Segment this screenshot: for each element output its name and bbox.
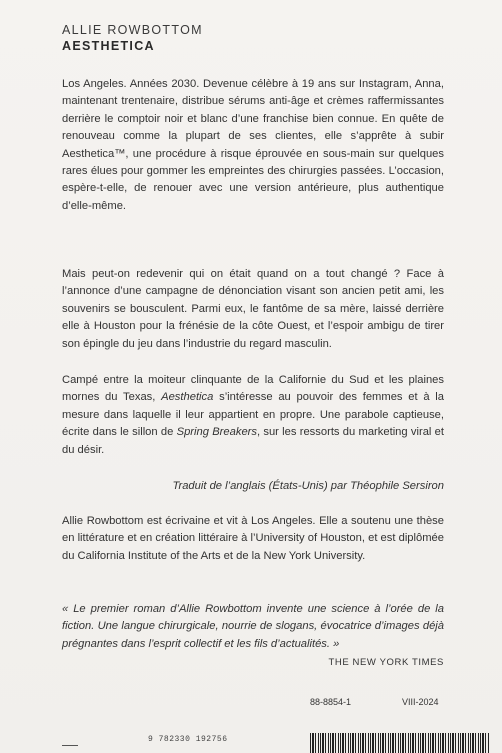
translator-name: Théophile Sersiron <box>350 480 444 492</box>
translator-credit <box>62 478 444 495</box>
catalog-code: 88-8854-1 <box>310 697 352 707</box>
synopsis-paragraph-3 <box>62 372 444 459</box>
edition-date-code: VIII-2024 <box>402 697 439 707</box>
press-quote-source: THE NEW YORK TIMES <box>328 657 444 669</box>
press-quote <box>62 601 444 672</box>
synopsis-paragraph-2 <box>62 266 444 353</box>
book-title: AESTHETICA <box>62 39 155 53</box>
synopsis-3-part-a: Campé entre la moiteur clinquante de la Californie du Sud et les plaines mornes du Texas, <box>62 374 444 404</box>
barcode-digits: 9 782330 192756 <box>148 735 228 744</box>
header <box>62 22 203 54</box>
author-bio-text: Allie Rowbottom est écrivaine et vit à Los Angeles. Elle a soutenu une thèse en littérature et en création littéraire à l’University of Houston, et est diplômée du California Institute of the Arts et de la New York University. <box>62 515 444 562</box>
author-name: ALLIE ROWBOTTOM <box>62 23 203 37</box>
synopsis-3-part-c: , sur les ressorts du marketing viral et du désir. <box>62 426 444 456</box>
synopsis-3-part-b: s’intéresse au pouvoir des femmes et à la mesure dans laquelle il leur appartient en propre. Une parabole captieuse, écrite dans le sillon de <box>62 391 444 439</box>
synopsis-paragraph-1 <box>62 76 444 215</box>
author-bio <box>62 513 444 565</box>
synopsis-3-title-aesthetica: Aesthetica <box>161 391 214 404</box>
synopsis-text-2: Mais peut-on redevenir qui on était quand on a tout changé ? Face à l’annonce d’une campagne de dénonciation visant son ancien petit ami, les souvenirs se bousculent. Parmi eux, le fantôme de sa mère, laissé derrière elle à Houston pour la frénésie de la côte Ouest, et l’espoir ambigu de tirer son épingle du jeu dans l’industrie du regard masculin. <box>62 268 444 350</box>
barcode-icon <box>310 733 490 753</box>
isbn-area <box>310 697 490 753</box>
synopsis-3-title-spring-breakers: Spring Breakers <box>176 426 257 439</box>
synopsis-text-3 <box>62 372 444 459</box>
synopsis-text-1: Los Angeles. Années 2030. Devenue célèbre à 19 ans sur Instagram, Anna, maintenant trentenaire, distribue sérums anti-âge et crèmes raffermissantes derrière le comptoir noir et blanc d’une franchise bien connue. En quête de renouveau comme la plupart de ses clientes, elle s’apprête à subir Aesthetica™, une procédure à risque éprouvée en sous-main sur quelques rares élues pour gommer les empreintes des chirurgies passées. L’occasion, espère-t-elle, de renouer avec une version antérieure, plus authentique d’elle-même. <box>62 78 444 212</box>
corner-mark <box>62 745 78 750</box>
press-quote-text: « Le premier roman d’Allie Rowbottom invente une science à l’orée de la fiction. Une langue chirurgicale, nourrie de slogans, évocatrice d’images déjà prégnantes dans l’esprit collectif et les fils d’actualités. » <box>62 603 444 650</box>
translator-prefix: Traduit de l’anglais (États-Unis) par <box>172 480 351 492</box>
